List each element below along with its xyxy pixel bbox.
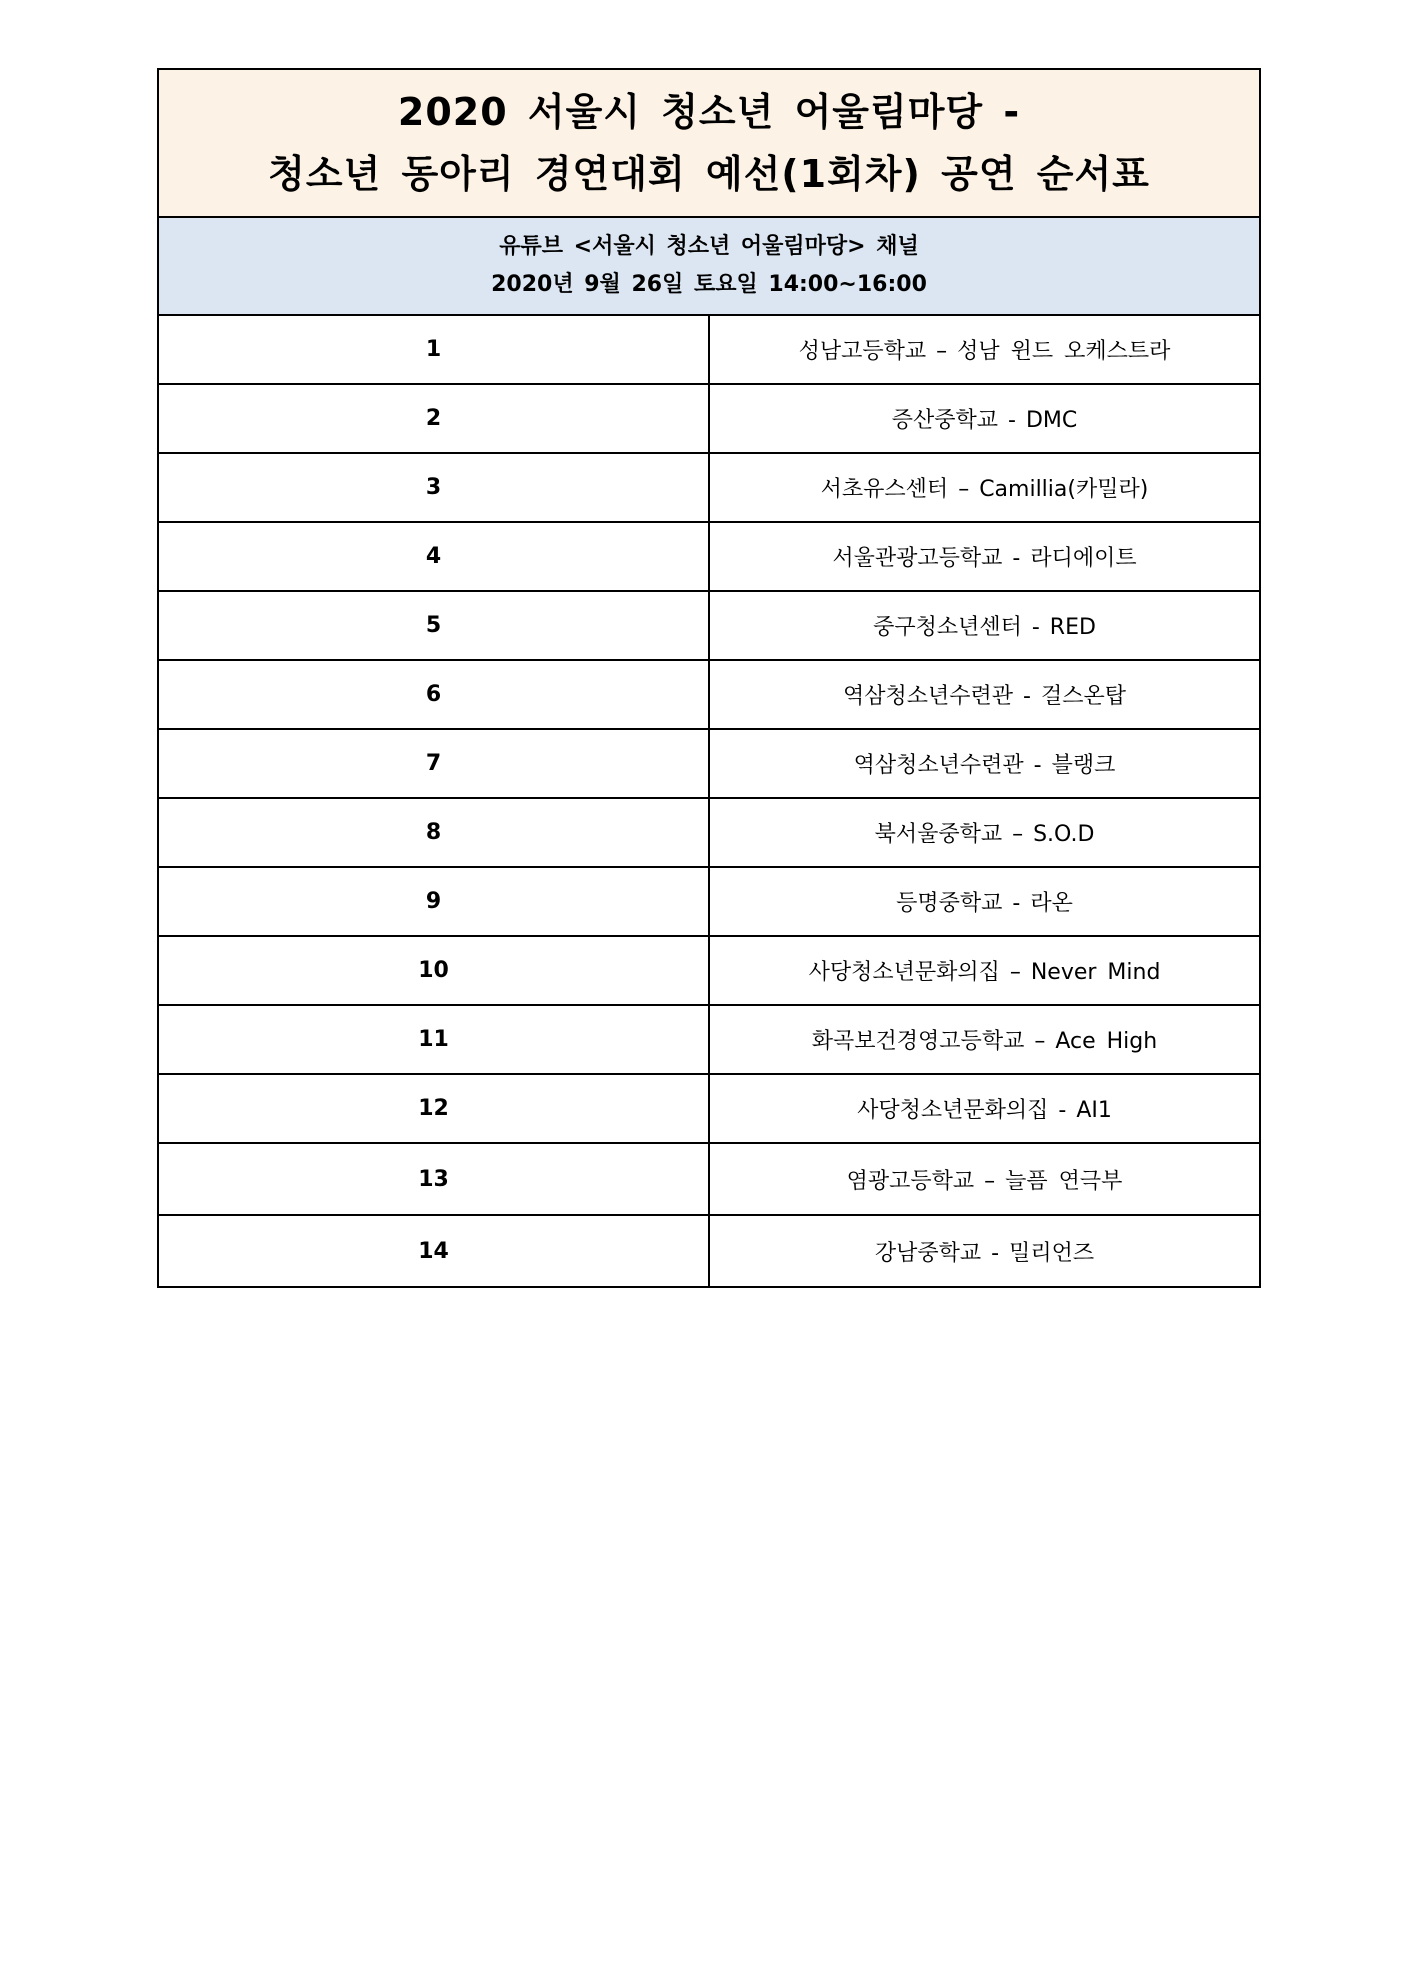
- entry-cell: [709, 591, 1260, 660]
- table-row: [158, 591, 1260, 660]
- team-name: RED: [1049, 615, 1096, 640]
- order-number: 4: [158, 522, 709, 591]
- order-number: 5: [158, 591, 709, 660]
- table-row: [158, 936, 1260, 1005]
- team-name: 밀리언즈: [1009, 1240, 1095, 1266]
- entry-cell: [709, 522, 1260, 591]
- order-number: 7: [158, 729, 709, 798]
- table-row: [158, 729, 1260, 798]
- order-number: 1: [158, 315, 709, 384]
- team-name: 라온: [1030, 891, 1073, 916]
- table-row: [158, 522, 1260, 591]
- separator: -: [1033, 753, 1042, 778]
- organization-name: 역삼청소년수련관: [843, 684, 1014, 709]
- order-number: 12: [158, 1074, 709, 1143]
- performance-schedule-table: [157, 68, 1261, 1288]
- channel-line: 유튜브 <서울시 청소년 어울림마당> 채널: [499, 234, 919, 259]
- separator: -: [991, 1240, 1000, 1266]
- separator: -: [1023, 684, 1031, 709]
- team-name: 걸스온탑: [1040, 684, 1126, 709]
- separator: –: [936, 339, 948, 364]
- table-row: [158, 798, 1260, 867]
- organization-name: 화곡보건경영고등학교: [811, 1029, 1025, 1054]
- table-row: [158, 660, 1260, 729]
- organization-name: 성남고등학교: [798, 339, 927, 364]
- organization-name: 중구청소년센터: [873, 615, 1022, 640]
- order-number: 14: [158, 1215, 709, 1287]
- table-row: [158, 315, 1260, 384]
- team-name: 블랭크: [1051, 753, 1116, 778]
- order-number: 3: [158, 453, 709, 522]
- entry-cell: [709, 1143, 1260, 1215]
- organization-name: 서울관광고등학교: [832, 546, 1003, 571]
- table-row: [158, 867, 1260, 936]
- organization-name: 북서울중학교: [874, 822, 1003, 847]
- separator: –: [984, 1168, 996, 1194]
- separator: -: [1031, 615, 1040, 640]
- organization-name: 사당청소년문화의집: [808, 960, 1000, 985]
- subtitle-row: [158, 217, 1260, 315]
- order-number: 6: [158, 660, 709, 729]
- entry-cell: [709, 798, 1260, 867]
- separator: -: [1008, 408, 1016, 433]
- team-name: 늘픔 연극부: [1005, 1168, 1123, 1194]
- entry-cell: [709, 1215, 1260, 1287]
- organization-name: 강남중학교: [874, 1240, 982, 1266]
- table-row: [158, 1215, 1260, 1287]
- organization-name: 사당청소년문화의집: [857, 1098, 1049, 1123]
- order-number: 10: [158, 936, 709, 1005]
- entry-cell: [709, 729, 1260, 798]
- entry-cell: [709, 936, 1260, 1005]
- organization-name: 서초유스센터: [820, 477, 949, 502]
- table-row: [158, 384, 1260, 453]
- table-row: [158, 1005, 1260, 1074]
- order-number: 11: [158, 1005, 709, 1074]
- date-time-line: 2020년 9월 26일 토요일 14:00~16:00: [491, 272, 927, 297]
- title-row: [158, 69, 1260, 217]
- organization-name: 등명중학교: [896, 891, 1003, 916]
- order-number: 2: [158, 384, 709, 453]
- organization-name: 염광고등학교: [846, 1168, 975, 1194]
- team-name: Ace High: [1055, 1029, 1158, 1054]
- subtitle-cell: [158, 217, 1260, 315]
- order-number: 9: [158, 867, 709, 936]
- page-title-line-1: 2020 서울시 청소년 어울림마당 -: [397, 90, 1021, 134]
- table-row: [158, 1143, 1260, 1215]
- order-number: 8: [158, 798, 709, 867]
- separator: –: [1034, 1029, 1046, 1054]
- table-row: [158, 453, 1260, 522]
- team-name: 성남 윈드 오케스트라: [957, 339, 1171, 364]
- entry-cell: [709, 867, 1260, 936]
- entry-cell: [709, 1074, 1260, 1143]
- team-name: S.O.D: [1033, 822, 1095, 847]
- separator: –: [958, 477, 970, 502]
- team-name: 라디에이트: [1030, 546, 1137, 571]
- team-name: Never Mind: [1030, 960, 1161, 985]
- separator: –: [1012, 822, 1024, 847]
- separator: –: [1009, 960, 1021, 985]
- entry-cell: [709, 384, 1260, 453]
- table-row: [158, 1074, 1260, 1143]
- order-number: 13: [158, 1143, 709, 1215]
- separator: -: [1012, 891, 1021, 916]
- entry-cell: [709, 453, 1260, 522]
- separator: -: [1012, 546, 1021, 571]
- entry-cell: [709, 1005, 1260, 1074]
- entry-cell: [709, 660, 1260, 729]
- separator: -: [1058, 1098, 1067, 1123]
- team-name: AI1: [1076, 1098, 1112, 1123]
- page-title-line-2: 청소년 동아리 경연대회 예선(1회차) 공연 순서표: [268, 152, 1150, 196]
- team-name: DMC: [1025, 408, 1078, 433]
- organization-name: 역삼청소년수련관: [853, 753, 1024, 778]
- entry-cell: [709, 315, 1260, 384]
- title-cell: [158, 69, 1260, 217]
- team-name: Camillia(카밀라): [979, 477, 1149, 502]
- organization-name: 증산중학교: [891, 408, 998, 433]
